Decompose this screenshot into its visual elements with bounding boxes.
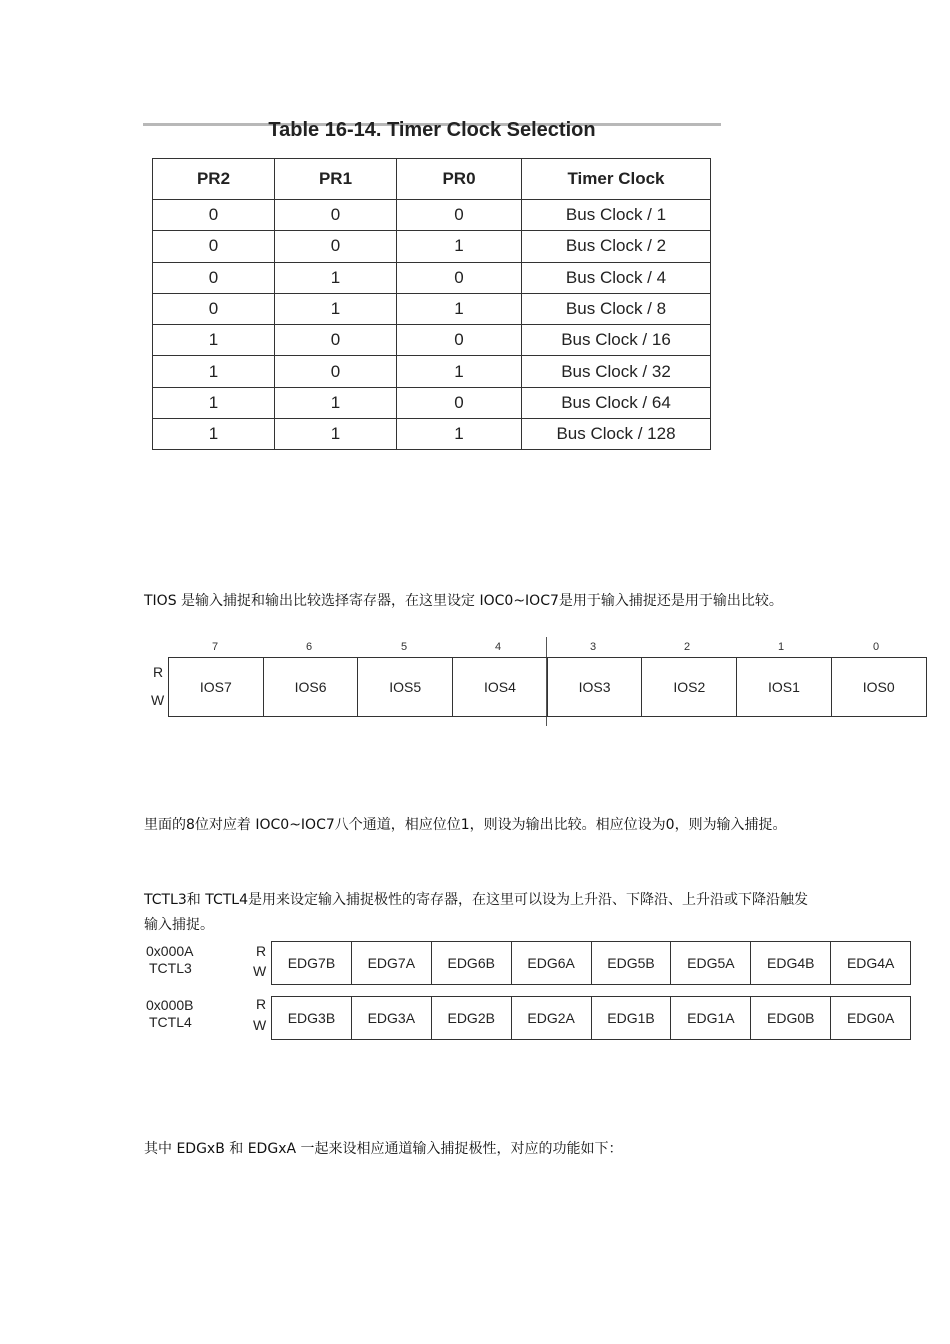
register-bit: EDG0A [846,1010,895,1026]
table-cell: 1 [275,293,397,324]
table-cell: 0 [397,387,522,418]
read-label: R [256,943,267,959]
table-cell: Bus Clock / 64 [522,387,711,418]
register-bit: EDG1B [592,997,672,1039]
table-cell: Bus Clock / 2 [522,231,711,262]
register-bit: EDG2A [512,997,592,1039]
bit-number: 4 [494,641,502,653]
tctl4-name: TCTL4 [149,1014,192,1030]
tctl3-name: TCTL3 [149,960,192,976]
table-row [153,325,711,356]
write-label: W [151,692,165,708]
header-pr1: PR1 [275,159,397,200]
bit-number: 3 [589,641,597,653]
tctl4-register [271,996,911,1040]
timer-clock-table [152,158,711,450]
bit-number: 5 [400,641,408,653]
table-cell: 0 [275,325,397,356]
register-bit: IOS0 [862,679,895,695]
table-title: Table 16-14. Timer Clock Selection [268,119,596,141]
table-row [153,231,711,262]
table-cell: Bus Clock / 8 [522,293,711,324]
table-cell: Bus Clock / 128 [522,419,711,450]
header-timer-clock: Timer Clock [522,159,711,200]
tctl3-address: 0x000A [146,943,194,959]
register-bit: IOS5 [358,658,453,716]
bit-number: 1 [777,641,785,653]
table-cell: 1 [397,419,522,450]
table-cell: Bus Clock / 1 [522,200,711,231]
table-cell: 0 [153,200,275,231]
tctl3-register [271,941,911,985]
tctl4-address: 0x000B [146,997,194,1013]
read-label: R [153,664,164,680]
bit-number: 7 [211,641,219,653]
table-cell: 1 [153,356,275,387]
table-cell: 1 [397,356,522,387]
register-bit: EDG0B [751,997,831,1039]
header-pr0: PR0 [397,159,522,200]
register-bit: EDG2B [432,997,512,1039]
tctl-intro-paragraph: TCTL3和 TCTL4是用来设定输入捕捉极性的寄存器，在这里可以设为上升沿、下降沿、上升沿或下降沿触发输入捕捉。 [144,892,808,933]
table-cell: 1 [275,419,397,450]
register-bit: EDG1A [671,997,751,1039]
table-cell: 1 [397,231,522,262]
register-bit: EDG5B [592,942,672,984]
table-cell: Bus Clock / 16 [522,325,711,356]
register-bit: IOS2 [642,658,737,716]
register-bit: IOS7 [169,658,264,716]
table-cell: 0 [275,356,397,387]
table-cell: 0 [397,325,522,356]
bit-number: 0 [872,641,880,653]
table-cell: 1 [153,419,275,450]
table-cell: 1 [153,387,275,418]
register-bit: IOS4 [453,658,548,716]
register-bit: EDG3A [352,997,432,1039]
register-bit: EDG3B [272,997,352,1039]
table-row [153,293,711,324]
register-bit: EDG6B [432,942,512,984]
table-cell: 1 [397,293,522,324]
table-cell: 0 [153,293,275,324]
write-label: W [253,1017,267,1033]
table-cell: 1 [275,387,397,418]
bit-number: 6 [305,641,313,653]
register-bit: IOS3 [548,658,643,716]
table-row [153,387,711,418]
table-cell: 0 [275,200,397,231]
table-cell: 0 [275,231,397,262]
table-row [153,356,711,387]
table-cell: Bus Clock / 32 [522,356,711,387]
tios-intro-paragraph: TIOS 是输入捕捉和输出比较选择寄存器，在这里设定 IOC0~IOC7是用于输入捕捉还是用于输出比较。 [144,593,783,609]
tios-register [168,657,927,717]
bits-description-paragraph: 里面的8位对应着 IOC0~IOC7八个通道，相应位位1，则设为输出比较。相应位设为0，则为输入捕捉。 [144,817,787,833]
bit-number: 2 [683,641,691,653]
read-label: R [256,996,267,1012]
write-label: W [253,963,267,979]
register-bit: EDG6A [512,942,592,984]
table-cell: 0 [397,200,522,231]
table-cell: 0 [153,262,275,293]
table-cell: 1 [153,325,275,356]
edg-description-paragraph: 其中 EDGxB 和 EDGxA 一起来设相应通道输入捕捉极性，对应的功能如下： [144,1141,623,1157]
table-row [153,419,711,450]
register-bit: IOS6 [264,658,359,716]
register-bit: EDG4B [751,942,831,984]
table-cell: Bus Clock / 4 [522,262,711,293]
table-cell: 0 [153,231,275,262]
table-row [153,262,711,293]
register-bit: EDG7B [272,942,352,984]
register-bit: IOS1 [737,658,832,716]
table-cell: 1 [275,262,397,293]
header-pr2: PR2 [153,159,275,200]
register-bit: EDG5A [671,942,751,984]
table-cell: 0 [397,262,522,293]
register-bit: EDG7A [352,942,432,984]
register-bit: EDG4A [846,955,895,971]
table-row [153,200,711,231]
table-header-row [153,159,711,200]
